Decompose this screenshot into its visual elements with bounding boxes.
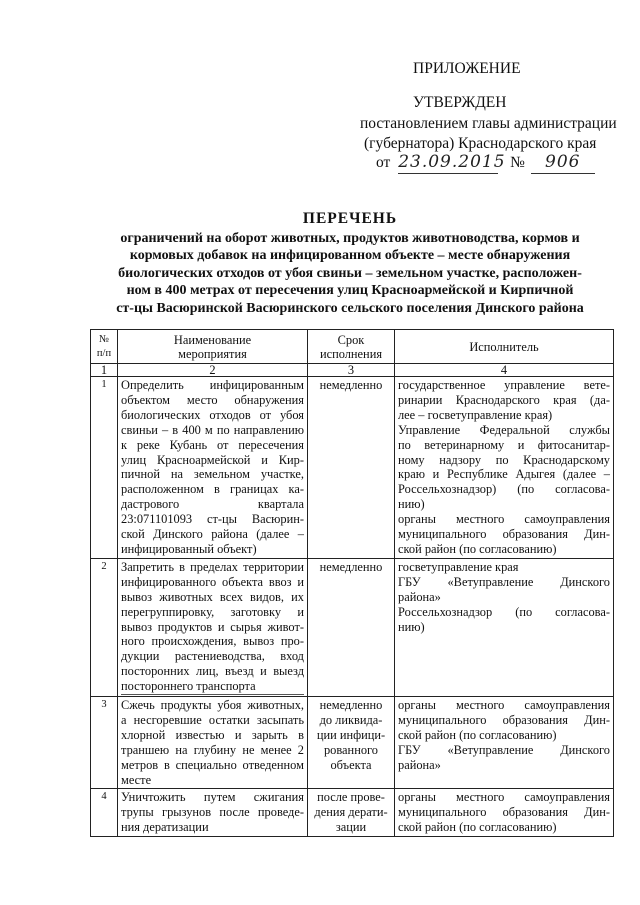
subtitle-line: ном в 400 метрах от пересечения улиц Красноармейской и Кирпичной [126,283,574,299]
title-subtitle [80,230,620,317]
number-value: 906 [531,152,595,174]
header-num: № п/п [91,330,118,364]
appendix-label: ПРИЛОЖЕНИЕ [413,60,521,77]
table-header-row [91,330,614,364]
page-title: ПЕРЕЧЕНЬ [302,210,398,227]
table-row [91,377,614,559]
table-row [91,558,614,696]
column-index: 2 [118,364,308,377]
row-number: 1 [91,377,118,559]
row-executor: органы местного самоуправления муниципального образования Дин- ской район (по согласованию) ГБУ «Ветуправление Динского района» [395,697,614,789]
approval-line-2: (губернатора) Краснодарского края [364,135,597,152]
header-term: Срок исполнения [308,330,395,364]
subtitle-line: ограничений на оборот животных, продуктов животноводства, кормов и [120,231,580,246]
row-measure: Уничтожить путем сжигания трупы грызунов после проведе- ния дератизации [118,789,308,837]
row-measure: Запретить в пределах территории инфицированного объекта ввоз и вывоз животных всех видов, их перегруппировку, заготовку и вывоз продуктов и сырья живот- ного происхождения, вывоз про- дукции растениеводства, вход посторонних лиц, въезд и выезд постороннего транспорта [118,558,308,696]
approval-date-line [376,152,595,174]
row-term: немедленно [308,558,395,696]
column-index: 1 [91,364,118,377]
row-measure: Сжечь продукты убоя животных, а несгоревшие остатки засыпать хлорной известью и зарыть в траншею на глубину не менее 2 метров в специально отведенном месте [118,697,308,789]
table-row [91,789,614,837]
row-term: немедленно [308,377,395,559]
row-executor: государственное управление вете- ринарии Краснодарского края (да- лее – госветуправление края) Управление Федеральной службы по ветеринарному и фитосанитар- ному надзору по Краснодарскому краю и Республике Адыгея (далее – Россельхознадзор) (по согласова- нию) органы местного самоуправления муниципального образования Дин- ской район (по согласованию) [395,377,614,559]
subtitle-line: биологических отходов от убоя свиньи – земельном участке, расположен- [118,265,582,281]
row-number: 4 [91,789,118,837]
row-term: немедленно до ликвида- ции инфици- рованного объекта [308,697,395,789]
date-prefix: от [376,154,391,171]
row-executor: госветуправление края ГБУ «Ветуправление Динского района» Россельхознадзор (по согласова- нию) [395,558,614,696]
row-executor: органы местного самоуправления муниципального образования Дин- ской район (по согласованию) [395,789,614,837]
header-name: Наименование мероприятия [118,330,308,364]
date-value: 23.09.2015 [398,152,506,172]
table-row [91,697,614,789]
row-measure: Определить инфицированным объектом место обнаружения биологических отходов от убоя свиньи – в 400 м по направлению к реке Кубань от пересечения улиц Красноармейской и Кир- пичной на земельном участке, расположенном в границах ка- дастрового квартала 23:071101093 ст-цы Васюрин- ской Динского района (далее – инфицированный объект) [118,377,308,559]
column-index: 3 [308,364,395,377]
header-executor: Исполнитель [395,330,614,364]
row-term: после прове- дения дерати- зации [308,789,395,837]
column-index: 4 [395,364,614,377]
number-prefix: № [510,154,525,171]
approval-line-1: постановлением главы администрации [360,115,617,132]
subtitle-line: ст-цы Васюринской Васюринского сельского поселения Динского района [116,300,584,316]
row-number: 2 [91,558,118,696]
approved-label: УТВЕРЖДЕН [413,94,507,111]
measures-table [90,329,614,837]
subtitle-line: кормовых добавок на инфицированном объекте – месте обнаружения [129,248,571,264]
row-number: 3 [91,697,118,789]
column-index-row [91,364,614,377]
